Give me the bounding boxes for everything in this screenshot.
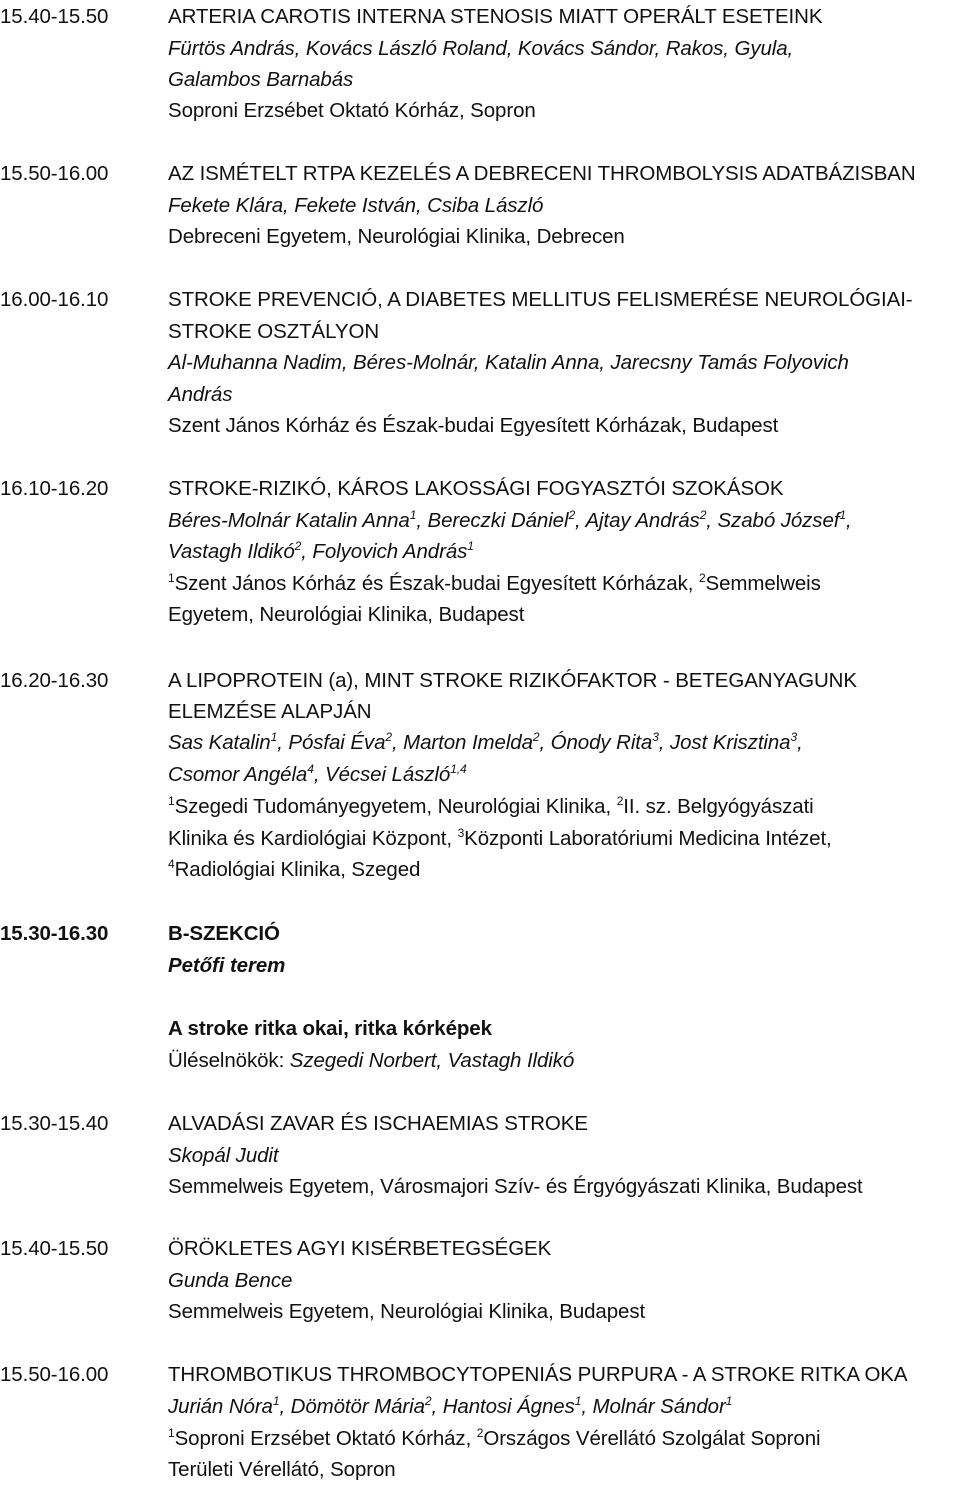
talk-authors: Fekete Klára, Fekete István, Csiba László	[168, 194, 544, 217]
affiliation-index: 4	[168, 857, 175, 871]
affiliation-index: 1	[168, 1426, 175, 1440]
talk-authors: Galambos Barnabás	[168, 68, 354, 91]
line-text: , Folyovich András	[301, 540, 468, 563]
talk-affiliation	[168, 826, 832, 850]
time-slot: 15.40-15.50	[0, 5, 109, 28]
talk-authors	[168, 1394, 733, 1418]
line-text: Központi Laboratóriumi Medicina Intézet,	[464, 827, 832, 850]
line-text: ,	[797, 731, 803, 754]
line-text: , Hantosi Ágnes	[431, 1395, 575, 1418]
talk-affiliation: Szent János Kórház és Észak-budai Egyesített Kórházak, Budapest	[168, 414, 779, 437]
line-text: II. sz. Belgyógyászati	[623, 795, 814, 818]
line-text: , Molnár Sándor	[581, 1395, 726, 1418]
line-text: , Jost Krisztina	[658, 731, 791, 754]
line-text: Vastagh Ildikó	[168, 540, 295, 563]
affiliation-index: 2	[699, 508, 707, 522]
talk-affiliation: Debreceni Egyetem, Neurológiai Klinika, Debrecen	[168, 225, 625, 248]
affiliation-index: 4	[307, 762, 314, 776]
talk-title: ELEMZÉSE ALAPJÁN	[168, 700, 372, 723]
talk-title: ÖRÖKLETES AGYI KISÉRBETEGSÉGEK	[168, 1237, 552, 1260]
affiliation-index: 2	[424, 1394, 432, 1408]
talk-title: THROMBOTIKUS THROMBOCYTOPENIÁS PURPURA - A STROKE RITKA OKA	[168, 1363, 908, 1386]
line-text: Szent János Kórház és Észak-budai Egyesített Kórházak,	[174, 572, 699, 595]
talk-title: STROKE PREVENCIÓ, A DIABETES MELLITUS FELISMERÉSE NEUROLÓGIAI-	[168, 288, 913, 311]
line-text: Sas Katalin	[168, 731, 271, 754]
affiliation-index: 1	[272, 1394, 280, 1408]
section-chairs	[168, 1051, 574, 1072]
time-slot: 16.10-16.20	[0, 477, 109, 500]
affiliation-index: 2	[385, 730, 392, 744]
affiliation-index: 2	[568, 508, 576, 522]
affiliation-index: 2	[698, 571, 706, 585]
talk-authors: Fürtös András, Kovács László Roland, Kovács Sándor, Rakos, Gyula,	[168, 37, 794, 60]
affiliation-index: 2	[616, 794, 624, 808]
affiliation-index: 3	[790, 730, 798, 744]
line-text: Jurián Nóra	[168, 1395, 273, 1418]
affiliation-index: 1,4	[450, 762, 467, 776]
affiliation-index: 3	[652, 730, 659, 744]
talk-affiliation: Semmelweis Egyetem, Neurológiai Klinika, Budapest	[168, 1300, 646, 1323]
time-slot: 16.20-16.30	[0, 669, 109, 692]
talk-authors: Skopál Judit	[168, 1144, 279, 1167]
talk-affiliation	[168, 605, 524, 626]
talk-authors: Al-Muhanna Nadim, Béres-Molnár, Katalin Anna, Jarecsny Tamás Folyovich	[168, 351, 849, 374]
time-slot: 15.40-15.50	[0, 1237, 109, 1260]
line-text: , Marton Imelda	[391, 731, 533, 754]
talk-authors: András	[168, 383, 233, 406]
talk-title: ALVADÁSI ZAVAR ÉS ISCHAEMIAS STROKE	[168, 1112, 588, 1135]
affiliation-index: 1	[839, 508, 846, 522]
affiliation-index: 1	[574, 1394, 582, 1408]
talk-title: STROKE OSZTÁLYON	[168, 320, 380, 343]
talk-affiliation	[168, 1460, 396, 1481]
affiliation-index: 2	[532, 730, 540, 744]
talk-title: ARTERIA CAROTIS INTERNA STENOSIS MIATT OPERÁLT ESETEINK	[168, 5, 823, 28]
line-text: , Szabó József	[706, 509, 840, 532]
talk-authors	[168, 508, 852, 532]
talk-authors: Gunda Bence	[168, 1269, 293, 1292]
line-text: Béres-Molnár Katalin Anna	[168, 509, 410, 532]
talk-title: AZ ISMÉTELT RTPA KEZELÉS A DEBRECENI THROMBOLYSIS ADATBÁZISBAN	[168, 162, 916, 185]
affiliation-index: 1	[168, 571, 175, 585]
affiliation-index: 1	[168, 794, 175, 808]
section-room: Petőfi terem	[168, 954, 286, 977]
line-text: , Vécsei László	[313, 763, 451, 786]
affiliation-index: 2	[476, 1426, 484, 1440]
talk-affiliation	[168, 571, 821, 595]
time-slot: 15.30-15.40	[0, 1112, 109, 1135]
talk-affiliation: Semmelweis Egyetem, Városmajori Szív- és Érgyógyászati Klinika, Budapest	[168, 1175, 863, 1198]
talk-authors	[168, 539, 474, 563]
line-text: Egyetem, Neurológiai Klinika, Budapest	[168, 603, 525, 626]
affiliation-index: 1	[725, 1394, 733, 1408]
section-time: 15.30-16.30	[0, 922, 109, 945]
line-text: , Pósfai Éva	[277, 731, 386, 754]
talk-affiliation: Soproni Erzsébet Oktató Kórház, Sopron	[168, 99, 536, 122]
talk-authors	[168, 730, 803, 754]
line-text: Soproni Erzsébet Oktató Kórház,	[174, 1427, 477, 1450]
line-text: , Ajtay András	[575, 509, 700, 532]
chairs-names: Szegedi Norbert, Vastagh Ildikó	[289, 1049, 575, 1072]
talk-authors	[168, 762, 467, 786]
talk-title: STROKE-RIZIKÓ, KÁROS LAKOSSÁGI FOGYASZTÓI SZOKÁSOK	[168, 477, 784, 500]
talk-affiliation	[168, 794, 814, 818]
line-text: ,	[845, 509, 852, 532]
affiliation-index: 1	[409, 508, 417, 522]
line-text: Országos Vérellátó Szolgálat Soproni	[483, 1427, 821, 1450]
line-text: , Ónody Rita	[539, 731, 653, 754]
talk-affiliation	[168, 1426, 821, 1450]
section-topic: A stroke ritka okai, ritka kórképek	[168, 1017, 492, 1040]
line-text: Radiológiai Klinika, Szeged	[174, 858, 421, 881]
talk-title: A LIPOPROTEIN (a), MINT STROKE RIZIKÓFAKTOR - BETEGANYAGUNK	[168, 669, 857, 692]
line-text: Területi Vérellátó, Sopron	[168, 1458, 396, 1481]
section-name: B-SZEKCIÓ	[168, 922, 280, 945]
chairs-label: Üléselnökök:	[168, 1049, 290, 1072]
affiliation-index: 3	[457, 826, 465, 840]
time-slot: 16.00-16.10	[0, 288, 109, 311]
line-text: Klinika és Kardiológiai Központ,	[168, 827, 458, 850]
line-text: Szegedi Tudományegyetem, Neurológiai Klinika,	[174, 795, 617, 818]
affiliation-index: 1	[270, 730, 278, 744]
line-text: Csomor Angéla	[168, 763, 308, 786]
talk-affiliation	[168, 857, 421, 881]
line-text: , Dömötör Mária	[279, 1395, 425, 1418]
time-slot: 15.50-16.00	[0, 162, 109, 185]
affiliation-index: 1	[467, 539, 474, 553]
line-text: Semmelweis	[705, 572, 821, 595]
time-slot: 15.50-16.00	[0, 1363, 109, 1386]
line-text: , Bereczki Dániel	[416, 509, 569, 532]
affiliation-index: 2	[294, 539, 302, 553]
